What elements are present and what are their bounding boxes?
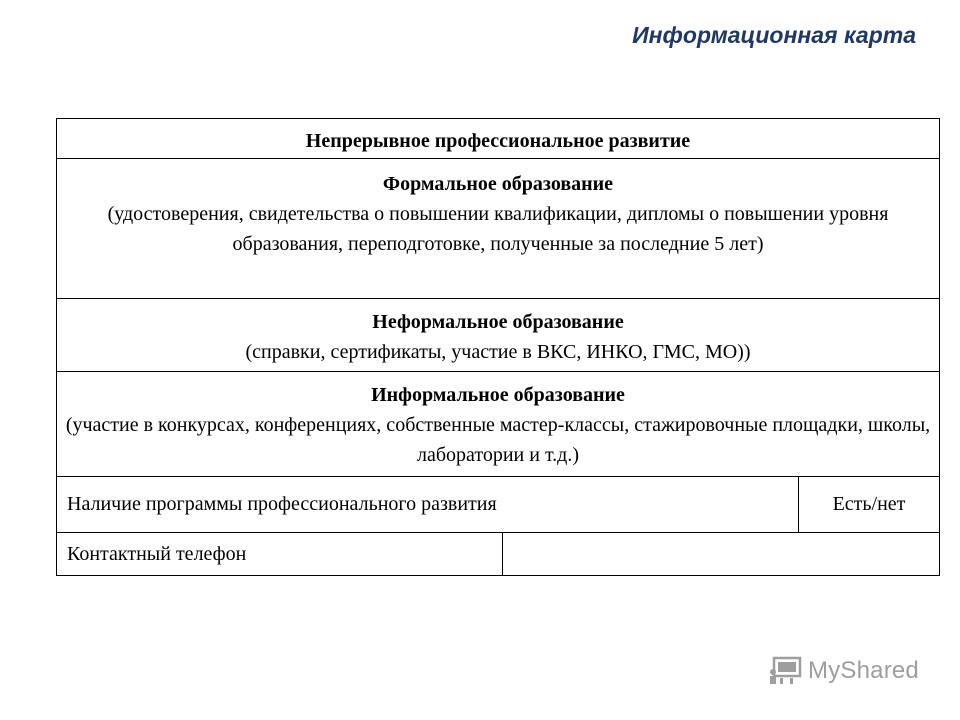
nonformal-education-title: Неформальное образование [372,311,624,333]
informal-education-desc: (участие в конкурсах, конференциях, собственные мастер-классы, стажировочные площадки, школы, лаборатории и т.д.) [65,414,931,466]
formal-education-desc: (удостоверения, свидетельства о повышении квалификации, дипломы о повышении уровня образования, переподготовке, полученные за последние 5 лет) [107,203,889,255]
phone-label-cell [57,533,503,575]
formal-education-row [57,159,939,299]
informal-education-title: Информальное образование [371,384,625,406]
table-header-text: Непрерывное профессиональное развитие [305,130,691,152]
nonformal-education-row [57,299,939,372]
program-label: Наличие программы профессионального развития [67,493,497,515]
phone-value-cell [503,533,939,575]
watermark [768,656,919,686]
table-header-row [57,119,939,159]
program-value-cell [799,477,939,532]
page-title: Информационная карта [632,22,916,48]
classroom-board-icon [768,656,802,686]
informal-education-row [57,372,939,477]
formal-education-title: Формальное образование [382,173,614,195]
program-row [57,477,939,533]
watermark-text: MyShared [808,657,919,684]
nonformal-education-desc: (справки, сертификаты, участие в ВКС, ИНКО, ГМС, МО)) [245,341,751,363]
program-label-cell [57,477,799,532]
info-table [56,118,940,576]
phone-label: Контактный телефон [67,542,247,565]
phone-row [57,533,939,575]
program-value: Есть/нет [832,493,906,515]
